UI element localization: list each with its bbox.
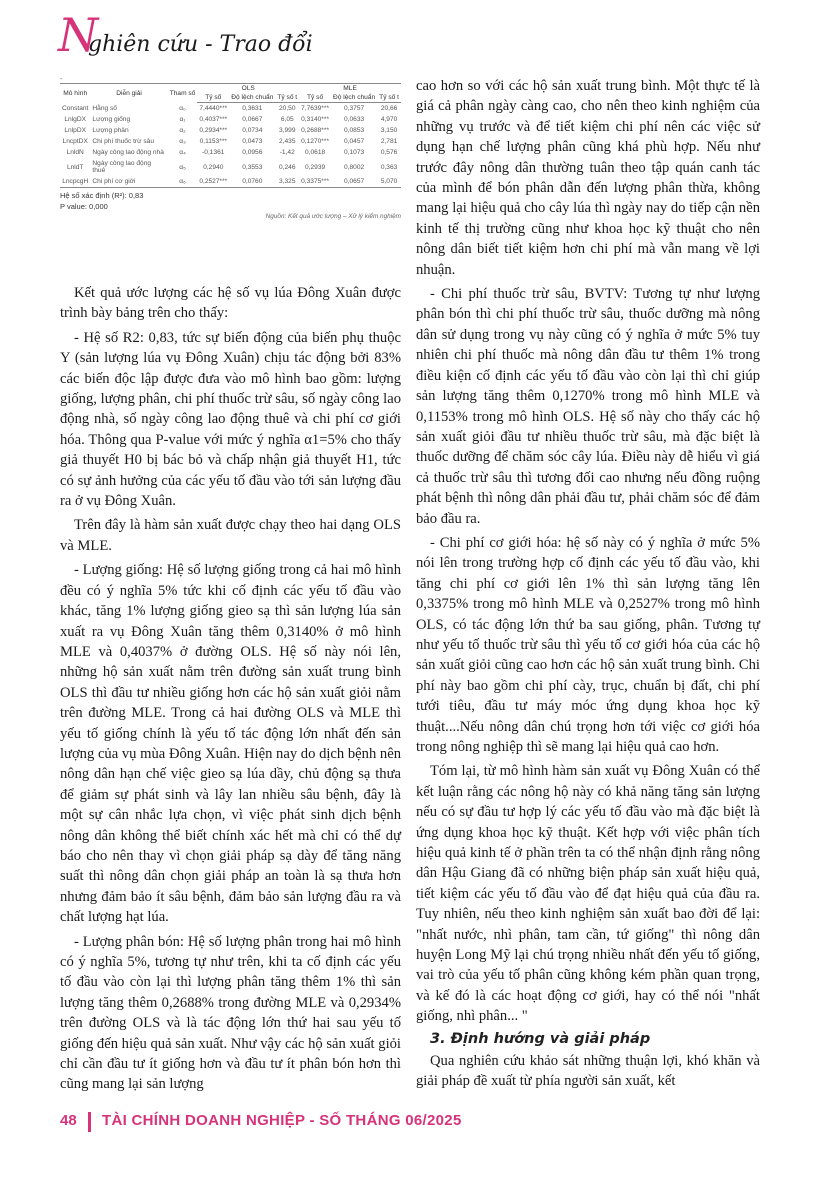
table-cell: α₃: [179, 138, 186, 145]
table-cell: Hằng số: [92, 104, 117, 112]
table-cell: 2,781: [380, 138, 398, 145]
table-cell: Chi phí cơ giới: [90, 176, 167, 188]
table-cell: α₄: [179, 149, 186, 156]
table-source: Nguồn: Kết quả ước lượng – Xử lý kiểm nghiệm: [265, 213, 401, 220]
table-cell: 0,4037***: [199, 116, 228, 123]
table-cell: -1,42: [279, 149, 295, 156]
table-cell: α₁: [179, 116, 186, 123]
th-model: Mô hình: [60, 84, 90, 103]
table-cell: α₅: [179, 163, 186, 171]
th-ols-t: Tỷ số t: [277, 94, 298, 101]
table-cell: 0,0457: [344, 138, 365, 145]
page-header: [58, 8, 758, 68]
table-cell: 3,150: [380, 127, 398, 134]
table-body: [60, 103, 401, 188]
table-row: [60, 176, 401, 188]
table-cell: α₆: [168, 176, 198, 188]
table-cell: 0,8002: [344, 163, 365, 171]
table-cell: Lượng phân: [92, 127, 129, 134]
table-cell: Chi phí thuốc trừ sâu: [92, 138, 154, 145]
table-cell: 0,0734: [242, 127, 263, 134]
page-footer: [60, 1112, 760, 1134]
table-cell: 0,3553: [242, 163, 263, 171]
th-desc: Diễn giải: [90, 84, 167, 103]
left-column: [60, 283, 401, 1095]
right-para-2: - Chi phí thuốc trừ sâu, BVTV: Tương tự như lượng phân bón thì chi phí thuốc trừ sâu, thuốc dưỡng mà nông dân sử dụng trong vụ này cũng có ý nghĩa ở mức 5% tuy nhiên chi phí thuốc mà nông dân đầu tư thêm 1% trong điều kiện cố định các yếu tố đầu vào còn lại thì chỉ giúp sản lượng tăng thêm 0,1270% trong mô hình MLE và 0,1153% trong mô hình OLS. Hệ số này cho thấy các hộ sản xuất giỏi đầu tư nhiều thuốc trừ sâu, mà đặc biệt là thuốc dưỡng để chăm sóc cây lúa. Điều này dễ hiểu vì giá cả thuốc trừ sâu thì tương đối cao nhưng nếu đồng ruộng phát bệnh thì nông dân phải đầu tư, phải chăm sóc để đảm bảo đầu ra.: [416, 286, 760, 527]
table-cell: 6,05: [280, 116, 294, 123]
table-cell: Ngày công lao động thuê: [92, 160, 152, 174]
th-mle-t: Tỷ số t: [377, 93, 401, 103]
table-cell: 0,0667: [242, 116, 263, 123]
table-cell: 4,970: [380, 116, 398, 123]
table-cell: Constant: [62, 104, 89, 112]
table-cell: 0,576: [380, 149, 398, 156]
th-ols: OLS: [197, 84, 299, 94]
table-row: [60, 136, 401, 147]
table-cell: 0,2939: [304, 163, 326, 171]
table-cell: 0,0760: [229, 176, 275, 188]
table-cell: 0,2688***: [301, 127, 330, 134]
table-cell: 0,2940: [203, 163, 224, 171]
table-cell: LnlpDX: [64, 127, 87, 134]
table-cell: 3,325: [275, 176, 299, 188]
table-row: [60, 147, 401, 158]
table-cell: 0,246: [278, 163, 296, 171]
left-para-2: - Hệ số R2: 0,83, tức sự biến động của biến phụ thuộc Y (sản lượng lúa vụ Đông Xuân) chịu tác động bởi 83% các biến độc lập được đưa vào mô hình bao gồm: lượng giống, lượng phân, chi phí thuốc trừ sâu, số ngày công lao động nhà, số ngày công lao động thuê và chi phí cơ giới hóa. Thông qua P-value với mức ý nghĩa α1=5% cho thấy giả thuyết H0 bị bác bỏ và chấp nhận giả thuyết H1, tức có sự ảnh hưởng của các yếu tố đầu vào tới sản lượng đầu ra ở vụ Đông Xuân.: [60, 329, 401, 510]
right-para-3: - Chi phí cơ giới hóa: hệ số này có ý nghĩa ở mức 5% nói lên trong trường hợp cố định các yếu tố đầu vào, khi tăng chi phí cơ giới lên 1% thì sản lượng tăng lên 0,3375% trong mô hình MLE và 0,2527% trong mô hình OLS, có tác động lớn thứ ba sau giống, phân. Tương tự như yếu tố thuốc trừ sâu thì yếu tố cơ giới hóa của các hộ sản xuất giỏi cũng cao hơn các hộ sản xuất trung bình. Chi phí này bao gồm chi phí cày, trục, chuẩn bị đất, chi phí tưới tiêu, đầu tư máy móc ứng dụng khoa học kỹ thuật....Nếu nông dân chú trọng hơn tới việc cơ giới hóa trong nông nghiệp thì sẽ mang lại hiệu quả cao hơn.: [416, 534, 760, 755]
table-caption-mark: -: [60, 76, 63, 83]
th-mle-se: Độ lệch chuẩn: [333, 94, 376, 101]
footer-divider: [88, 1112, 91, 1132]
table-row: [60, 103, 401, 115]
header-initial: N: [58, 8, 99, 62]
table-cell: 0,0657: [331, 176, 377, 188]
table-cell: α₀: [179, 104, 186, 112]
table-cell: 3,999: [278, 127, 296, 134]
table-cell: 20,50: [278, 105, 296, 112]
left-para-5: - Lượng phân bón: Hệ số lượng phân trong hai mô hình có ý nghĩa 5%, tương tự như trên, khi ta cố định các yếu tố đầu vào còn lại thì lượng phân tăng thêm 1% thì sản lượng tăng thêm 0,2688% trong đường MLE và 0,2934% trên đường OLS và là tác động lớn thứ hai sau yếu tố giống đến hiệu quả sản xuất. Như vậy các hộ sản xuất giỏi chỉ cần đầu tư ít giống hơn và đầu tư ít phân bón hơn thì cũng mang lại sản lượng: [60, 933, 401, 1093]
table-r2: Hệ số xác định (R²): 0,83: [60, 191, 144, 200]
table-cell: 20,66: [380, 105, 398, 112]
table-cell: Ngày công lao động nhà: [92, 149, 164, 156]
table-pvalue: P value: 0,000: [60, 202, 108, 211]
table-cell: LnldN: [66, 149, 84, 156]
regression-table-block: [60, 76, 401, 280]
table-cell: 0,3375***: [299, 176, 331, 188]
table-cell: 0,363: [380, 163, 398, 171]
table-cell: α₂: [179, 127, 186, 134]
right-para-1: cao hơn so với các hộ sản xuất trung bình. Một thực tế là giá cả phân ngày càng cao, cho nên theo kinh nghiệm của những vụ trước và để tiết kiệm chi phí nên các việc sử dụng hạn chế lượng phân cũng khá phù hợp. Nếu như trước đây nông dân thường tuân theo tập quán canh tác của mình để bón phân dẫn đến lượng phân thừa, không mang lại hiệu quả cho cây lúa thì ngày nay do tiếp cận nền kinh tế thị trường cũng như khoa học kỹ thuật cho nên nông dân biết tiết kiệm hơn chi phí mà vẫn mang về lợi nhuận.: [416, 78, 760, 278]
table-cell: Lượng giống: [92, 116, 131, 123]
page-number: 48: [60, 1112, 77, 1129]
table-cell: 7,4440***: [199, 105, 228, 112]
th-param: Tham số: [168, 84, 198, 103]
th-mle: MLE: [299, 84, 401, 94]
publication-name: TÀI CHÍNH DOANH NGHIỆP - SỐ THÁNG 06/2025: [102, 1112, 462, 1129]
table-cell: 5,070: [377, 176, 401, 188]
table-cell: -0,1361: [202, 149, 225, 156]
th-ols-se: Độ lệch chuẩn: [231, 94, 274, 101]
table-cell: 0,0618: [304, 149, 326, 156]
table-cell: LncptDX: [62, 138, 88, 145]
table-cell: 0,1270***: [301, 138, 330, 145]
table-cell: 0,1153***: [199, 138, 227, 145]
table-cell: 0,0473: [242, 138, 263, 145]
table-cell: LnlgDX: [64, 116, 87, 123]
table-cell: 0,0956: [242, 149, 263, 156]
left-para-1: Kết quả ước lượng các hệ số vụ lúa Đông Xuân được trình bày bảng trên cho thấy:: [60, 285, 401, 322]
section-3-para: Qua nghiên cứu khảo sát những thuận lợi, khó khăn và giải pháp đề xuất từ phía người sản xuất, kết: [416, 1052, 760, 1090]
table-cell: LnldT: [66, 163, 84, 171]
table-cell: 0,0853: [344, 127, 365, 134]
right-para-4: Tóm lại, từ mô hình hàm sản xuất vụ Đông Xuân có thể kết luận rằng các nông hộ này có khả năng tăng sản lượng nếu có sự đầu tư hợp lý các yếu tố đầu vào mà đặc biệt là ứng dụng khoa học kỹ thuật. Kết hợp với việc phân tích hiệu quả kinh tế ở phần trên ta có thể nhận định rằng nông dân Hậu Giang đã có những biện pháp sản xuất hiệu quả, tiết kiệm các yếu tố đầu vào để đạt hiệu quả của đầu ra. Tuy nhiên, nếu theo kinh nghiệm sản xuất bao đời để lại: "nhất nước, nhì phân, tam cần, tứ giống" thì nông dân huyện Long Mỹ lại chú trọng nhiều nhất đến yếu tố giống, vai trò của yếu tố phân cũng không kém phần quan trọng, và kế đó là các hoạt động cơ giới, hay có thể nói "nhất giống, nhì phân... ": [416, 763, 760, 1025]
table-cell: LncpcgH: [60, 176, 90, 188]
th-mle-coef: Tỷ số: [299, 93, 331, 103]
table-cell: 0,2934***: [199, 127, 228, 134]
left-para-3: Trên đây là hàm sản xuất được chạy theo hai dạng OLS và MLE.: [60, 517, 401, 554]
table-cell: 7,7639***: [301, 105, 330, 112]
table-row: [60, 158, 401, 176]
left-para-4: - Lượng giống: Hệ số lượng giống trong cả hai mô hình đều có ý nghĩa 5% tức khi cố định các yếu tố đầu vào khác, tăng 1% lượng giống gieo sạ thì sản lượng lúa sản xuất ra vụ Đông Xuân tăng thêm 0,3140% ở mô hình MLE và 0,4037% ở đường OLS. Hệ số này nói lên, những hộ sản xuất nằm trên đường sản xuất trung bình OLS thì đầu tư nhiều giống hơn các hộ sản xuất giỏi nằm trên đường MLE. Trong cả hai đường OLS và MLE thì yếu tố giống chính là yếu tố tác động lớn nhất đến sản lượng của vụ mùa Đông Xuân. Hiện nay do dịch bệnh nên nông dân hạn chế việc gieo sạ lúa dầy, chủ động sạ thưa để giảm sự phát sinh và lây lan nhiều sâu bệnh, đây là một sự cân nhắc lựa chọn, vì việc phát sinh dịch bệnh nông dân không thể biết chính xác hết mà chỉ có thể dự báo cho nên thay vì chọn giải pháp sạ dày để tăng năng suất thì nông dân chọn giải pháp an toàn là sạ thưa hơn nhưng đảm bảo ít sâu bệnh, đảm bảo sản lượng đầu ra và chất lượng hạt lúa.: [60, 562, 401, 926]
header-title: ghiên cứu - Trao đổi: [88, 32, 313, 57]
th-ols-coef: Tỷ số: [197, 93, 229, 103]
table-row: [60, 125, 401, 136]
table-cell: 0,0633: [344, 116, 365, 123]
regression-table: [60, 83, 401, 188]
table-cell: 2,435: [278, 138, 296, 145]
table-row: [60, 114, 401, 125]
table-cell: 0,3631: [242, 105, 263, 112]
table-cell: 0,3757: [344, 105, 365, 112]
table-cell: 0,1073: [344, 149, 365, 156]
right-column: [416, 76, 760, 1092]
table-cell: 0,3140***: [301, 116, 330, 123]
table-cell: 0,2527***: [197, 176, 229, 188]
section-3-heading: 3. Định hướng và giải pháp: [430, 1030, 651, 1047]
